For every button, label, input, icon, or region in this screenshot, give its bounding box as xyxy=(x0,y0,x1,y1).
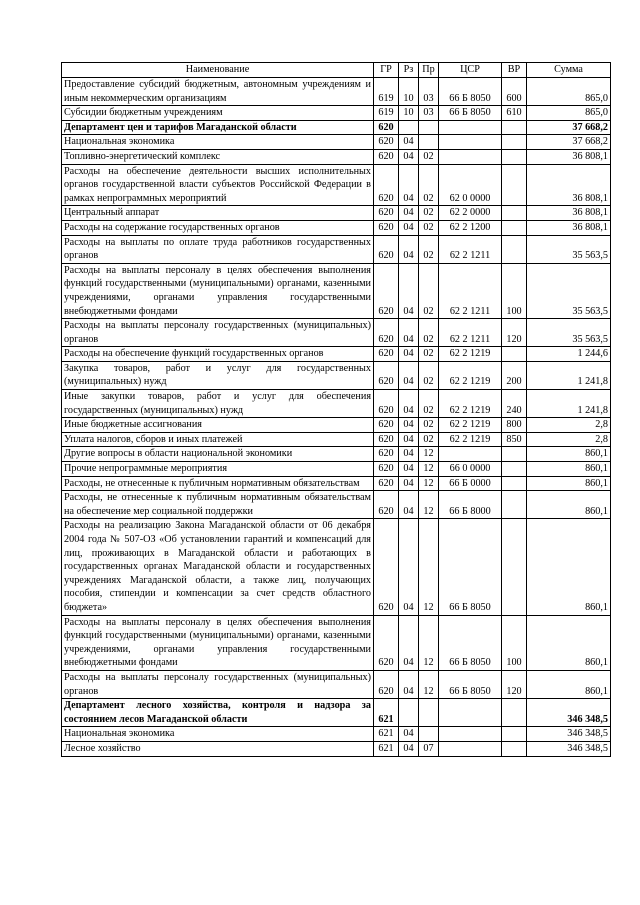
table-row xyxy=(62,78,611,106)
row-gr-cell: 620 xyxy=(374,120,399,135)
row-pr-cell: 02 xyxy=(419,361,439,389)
row-rz-cell: 04 xyxy=(399,519,419,615)
row-vr-cell: 610 xyxy=(502,106,527,121)
row-vr-cell xyxy=(502,741,527,756)
row-csr-cell: 62 0 0000 xyxy=(439,164,502,206)
row-name-cell: Расходы на выплаты персоналу государственных (муниципальных) органов xyxy=(62,670,374,698)
row-gr-cell: 621 xyxy=(374,699,399,727)
row-csr-cell: 62 2 1211 xyxy=(439,263,502,318)
row-vr-cell: 800 xyxy=(502,418,527,433)
row-name-cell: Центральный аппарат xyxy=(62,206,374,221)
table-row xyxy=(62,447,611,462)
row-sum-cell: 860,1 xyxy=(527,491,611,519)
row-pr-cell xyxy=(419,699,439,727)
row-csr-cell: 66 Б 8050 xyxy=(439,106,502,121)
row-rz-cell: 10 xyxy=(399,78,419,106)
row-csr-cell: 62 2 1219 xyxy=(439,390,502,418)
row-vr-cell xyxy=(502,476,527,491)
row-sum-cell: 860,1 xyxy=(527,670,611,698)
row-vr-cell xyxy=(502,135,527,150)
row-pr-cell: 03 xyxy=(419,106,439,121)
row-name-cell: Департамент лесного хозяйства, контроля и надзора за состоянием лесов Магаданской области xyxy=(62,699,374,727)
row-name-cell: Другие вопросы в области национальной экономики xyxy=(62,447,374,462)
row-pr-cell: 02 xyxy=(419,149,439,164)
row-gr-cell: 620 xyxy=(374,390,399,418)
table-row xyxy=(62,106,611,121)
row-csr-cell: 66 Б 8050 xyxy=(439,519,502,615)
row-pr-cell: 12 xyxy=(419,476,439,491)
table-row xyxy=(62,135,611,150)
row-sum-cell: 2,8 xyxy=(527,418,611,433)
row-csr-cell: 66 0 0000 xyxy=(439,462,502,477)
row-csr-cell: 62 2 0000 xyxy=(439,206,502,221)
header-gr: ГР xyxy=(374,63,399,78)
row-name-cell: Прочие непрограммные мероприятия xyxy=(62,462,374,477)
row-name-cell: Иные закупки товаров, работ и услуг для обеспечения государственных (муниципальных) нужд xyxy=(62,390,374,418)
row-sum-cell: 860,1 xyxy=(527,462,611,477)
row-vr-cell xyxy=(502,727,527,742)
budget-table xyxy=(61,62,611,757)
row-rz-cell: 04 xyxy=(399,319,419,347)
row-vr-cell xyxy=(502,164,527,206)
row-rz-cell: 04 xyxy=(399,263,419,318)
row-name-cell: Национальная экономика xyxy=(62,135,374,150)
row-vr-cell xyxy=(502,699,527,727)
table-row xyxy=(62,491,611,519)
row-vr-cell xyxy=(502,447,527,462)
row-gr-cell: 620 xyxy=(374,476,399,491)
row-rz-cell: 04 xyxy=(399,149,419,164)
row-sum-cell: 35 563,5 xyxy=(527,319,611,347)
row-pr-cell: 02 xyxy=(419,319,439,347)
budget-document-page xyxy=(61,62,610,757)
row-name-cell: Закупка товаров, работ и услуг для государственных (муниципальных) нужд xyxy=(62,361,374,389)
row-sum-cell: 37 668,2 xyxy=(527,120,611,135)
row-gr-cell: 620 xyxy=(374,347,399,362)
row-vr-cell: 600 xyxy=(502,78,527,106)
row-rz-cell: 04 xyxy=(399,615,419,670)
row-name-cell: Департамент цен и тарифов Магаданской области xyxy=(62,120,374,135)
row-csr-cell: 66 Б 8000 xyxy=(439,491,502,519)
row-pr-cell: 12 xyxy=(419,615,439,670)
row-gr-cell: 620 xyxy=(374,670,399,698)
row-rz-cell: 04 xyxy=(399,220,419,235)
row-gr-cell: 620 xyxy=(374,361,399,389)
table-row xyxy=(62,741,611,756)
row-sum-cell: 36 808,1 xyxy=(527,220,611,235)
row-gr-cell: 620 xyxy=(374,164,399,206)
row-csr-cell xyxy=(439,727,502,742)
header-rz: Рз xyxy=(399,63,419,78)
row-pr-cell: 02 xyxy=(419,418,439,433)
row-rz-cell: 04 xyxy=(399,476,419,491)
row-vr-cell xyxy=(502,206,527,221)
row-name-cell: Расходы на содержание государственных органов xyxy=(62,220,374,235)
row-sum-cell: 1 244,6 xyxy=(527,347,611,362)
row-name-cell: Расходы на обеспечение деятельности высших исполнительных органов государственной власти субъектов Российской Федерации в рамках непрограммных мероприятий xyxy=(62,164,374,206)
row-csr-cell: 66 Б 8050 xyxy=(439,615,502,670)
table-row xyxy=(62,235,611,263)
row-gr-cell: 620 xyxy=(374,263,399,318)
row-vr-cell: 200 xyxy=(502,361,527,389)
row-rz-cell: 04 xyxy=(399,462,419,477)
row-sum-cell: 346 348,5 xyxy=(527,727,611,742)
table-row xyxy=(62,699,611,727)
row-sum-cell: 35 563,5 xyxy=(527,263,611,318)
table-row xyxy=(62,319,611,347)
row-rz-cell: 04 xyxy=(399,164,419,206)
table-body xyxy=(62,78,611,757)
row-csr-cell: 62 2 1219 xyxy=(439,347,502,362)
row-csr-cell xyxy=(439,741,502,756)
row-vr-cell xyxy=(502,462,527,477)
row-rz-cell: 04 xyxy=(399,727,419,742)
row-vr-cell xyxy=(502,120,527,135)
row-pr-cell: 02 xyxy=(419,206,439,221)
row-gr-cell: 621 xyxy=(374,741,399,756)
row-vr-cell: 120 xyxy=(502,670,527,698)
table-row xyxy=(62,615,611,670)
row-gr-cell: 620 xyxy=(374,220,399,235)
row-gr-cell: 620 xyxy=(374,319,399,347)
row-rz-cell: 10 xyxy=(399,106,419,121)
row-pr-cell: 02 xyxy=(419,432,439,447)
row-vr-cell xyxy=(502,347,527,362)
table-row xyxy=(62,361,611,389)
row-sum-cell: 36 808,1 xyxy=(527,206,611,221)
row-pr-cell: 02 xyxy=(419,263,439,318)
row-sum-cell: 860,1 xyxy=(527,615,611,670)
row-csr-cell: 62 2 1211 xyxy=(439,319,502,347)
table-row xyxy=(62,462,611,477)
row-csr-cell: 62 2 1219 xyxy=(439,361,502,389)
row-sum-cell: 35 563,5 xyxy=(527,235,611,263)
row-gr-cell: 621 xyxy=(374,727,399,742)
table-row xyxy=(62,727,611,742)
row-gr-cell: 620 xyxy=(374,432,399,447)
row-gr-cell: 620 xyxy=(374,462,399,477)
table-row xyxy=(62,206,611,221)
row-pr-cell: 12 xyxy=(419,447,439,462)
row-sum-cell: 1 241,8 xyxy=(527,390,611,418)
row-name-cell: Расходы на выплаты персоналу в целях обеспечения выполнения функций государственными (муниципальными) органами, казенными учреждениями, органами управления государственными внебюджетными фондами xyxy=(62,263,374,318)
row-sum-cell: 346 348,5 xyxy=(527,699,611,727)
row-csr-cell xyxy=(439,135,502,150)
row-sum-cell: 860,1 xyxy=(527,447,611,462)
row-gr-cell: 620 xyxy=(374,418,399,433)
table-row xyxy=(62,390,611,418)
row-rz-cell: 04 xyxy=(399,347,419,362)
row-vr-cell: 100 xyxy=(502,615,527,670)
row-rz-cell: 04 xyxy=(399,491,419,519)
table-row xyxy=(62,418,611,433)
row-sum-cell: 860,1 xyxy=(527,476,611,491)
row-name-cell: Топливно-энергетический комплекс xyxy=(62,149,374,164)
row-csr-cell xyxy=(439,447,502,462)
row-vr-cell xyxy=(502,519,527,615)
row-sum-cell: 37 668,2 xyxy=(527,135,611,150)
header-pr: Пр xyxy=(419,63,439,78)
row-sum-cell: 36 808,1 xyxy=(527,164,611,206)
table-header-row xyxy=(62,63,611,78)
header-csr: ЦСР xyxy=(439,63,502,78)
row-name-cell: Расходы, не отнесенные к публичным нормативным обязательствам на обеспечение мер социальной поддержки xyxy=(62,491,374,519)
table-row xyxy=(62,220,611,235)
row-sum-cell: 865,0 xyxy=(527,106,611,121)
row-csr-cell: 66 Б 8050 xyxy=(439,670,502,698)
row-rz-cell: 04 xyxy=(399,432,419,447)
row-csr-cell: 62 2 1219 xyxy=(439,432,502,447)
row-pr-cell: 02 xyxy=(419,390,439,418)
row-vr-cell xyxy=(502,235,527,263)
row-sum-cell: 346 348,5 xyxy=(527,741,611,756)
row-vr-cell: 850 xyxy=(502,432,527,447)
row-sum-cell: 36 808,1 xyxy=(527,149,611,164)
row-csr-cell xyxy=(439,120,502,135)
row-pr-cell: 02 xyxy=(419,164,439,206)
row-pr-cell: 02 xyxy=(419,347,439,362)
row-name-cell: Расходы, не отнесенные к публичным нормативным обязательствам xyxy=(62,476,374,491)
row-gr-cell: 620 xyxy=(374,206,399,221)
row-pr-cell: 12 xyxy=(419,491,439,519)
row-rz-cell xyxy=(399,699,419,727)
header-sum: Сумма xyxy=(527,63,611,78)
row-pr-cell: 03 xyxy=(419,78,439,106)
table-row xyxy=(62,476,611,491)
row-csr-cell: 62 2 1219 xyxy=(439,418,502,433)
row-gr-cell: 619 xyxy=(374,78,399,106)
row-rz-cell: 04 xyxy=(399,670,419,698)
row-vr-cell: 120 xyxy=(502,319,527,347)
table-row xyxy=(62,347,611,362)
row-pr-cell: 02 xyxy=(419,220,439,235)
row-name-cell: Субсидии бюджетным учреждениям xyxy=(62,106,374,121)
row-pr-cell: 07 xyxy=(419,741,439,756)
row-name-cell: Национальная экономика xyxy=(62,727,374,742)
row-name-cell: Расходы на выплаты по оплате труда работников государственных органов xyxy=(62,235,374,263)
row-pr-cell: 12 xyxy=(419,519,439,615)
row-sum-cell: 1 241,8 xyxy=(527,361,611,389)
row-rz-cell: 04 xyxy=(399,741,419,756)
row-name-cell: Лесное хозяйство xyxy=(62,741,374,756)
row-gr-cell: 620 xyxy=(374,447,399,462)
row-name-cell: Расходы на выплаты персоналу в целях обеспечения выполнения функций государственными (муниципальными) органами, казенными учреждениями, органами управления государственными внебюджетными фондами xyxy=(62,615,374,670)
row-pr-cell: 12 xyxy=(419,462,439,477)
row-rz-cell: 04 xyxy=(399,235,419,263)
row-vr-cell xyxy=(502,149,527,164)
row-gr-cell: 620 xyxy=(374,491,399,519)
row-pr-cell xyxy=(419,120,439,135)
row-csr-cell: 66 Б 8050 xyxy=(439,78,502,106)
row-name-cell: Расходы на выплаты персоналу государственных (муниципальных) органов xyxy=(62,319,374,347)
row-rz-cell: 04 xyxy=(399,390,419,418)
row-rz-cell: 04 xyxy=(399,361,419,389)
row-csr-cell: 66 Б 0000 xyxy=(439,476,502,491)
row-vr-cell xyxy=(502,491,527,519)
row-csr-cell: 62 2 1211 xyxy=(439,235,502,263)
header-vr: ВР xyxy=(502,63,527,78)
table-row xyxy=(62,164,611,206)
row-rz-cell xyxy=(399,120,419,135)
row-rz-cell: 04 xyxy=(399,418,419,433)
header-name: Наименование xyxy=(62,63,374,78)
row-name-cell: Иные бюджетные ассигнования xyxy=(62,418,374,433)
table-row xyxy=(62,432,611,447)
row-vr-cell: 240 xyxy=(502,390,527,418)
row-sum-cell: 865,0 xyxy=(527,78,611,106)
row-name-cell: Предоставление субсидий бюджетным, автономным учреждениям и иным некоммерческим организациям xyxy=(62,78,374,106)
row-sum-cell: 860,1 xyxy=(527,519,611,615)
row-rz-cell: 04 xyxy=(399,447,419,462)
row-rz-cell: 04 xyxy=(399,206,419,221)
table-row xyxy=(62,149,611,164)
row-name-cell: Расходы на обеспечение функций государственных органов xyxy=(62,347,374,362)
row-gr-cell: 620 xyxy=(374,615,399,670)
row-vr-cell: 100 xyxy=(502,263,527,318)
row-name-cell: Расходы на реализацию Закона Магаданской области от 06 декабря 2004 года № 507-ОЗ «Об установлении гарантий и компенсаций для лиц, проживающих в Магаданской области и работающих в государственных органах Магаданской области и государственных учреждениях Магаданской области, а также лиц, получающих пособия, стипендии и компенсации за счет средств областного бюджета» xyxy=(62,519,374,615)
row-pr-cell xyxy=(419,135,439,150)
row-csr-cell xyxy=(439,699,502,727)
table-row xyxy=(62,670,611,698)
row-sum-cell: 2,8 xyxy=(527,432,611,447)
row-gr-cell: 620 xyxy=(374,149,399,164)
row-pr-cell xyxy=(419,727,439,742)
row-gr-cell: 620 xyxy=(374,135,399,150)
row-vr-cell xyxy=(502,220,527,235)
table-row xyxy=(62,120,611,135)
row-gr-cell: 620 xyxy=(374,235,399,263)
row-rz-cell: 04 xyxy=(399,135,419,150)
row-csr-cell: 62 2 1200 xyxy=(439,220,502,235)
row-pr-cell: 12 xyxy=(419,670,439,698)
table-row xyxy=(62,519,611,615)
row-name-cell: Уплата налогов, сборов и иных платежей xyxy=(62,432,374,447)
row-pr-cell: 02 xyxy=(419,235,439,263)
row-gr-cell: 620 xyxy=(374,519,399,615)
row-csr-cell xyxy=(439,149,502,164)
row-gr-cell: 619 xyxy=(374,106,399,121)
table-row xyxy=(62,263,611,318)
